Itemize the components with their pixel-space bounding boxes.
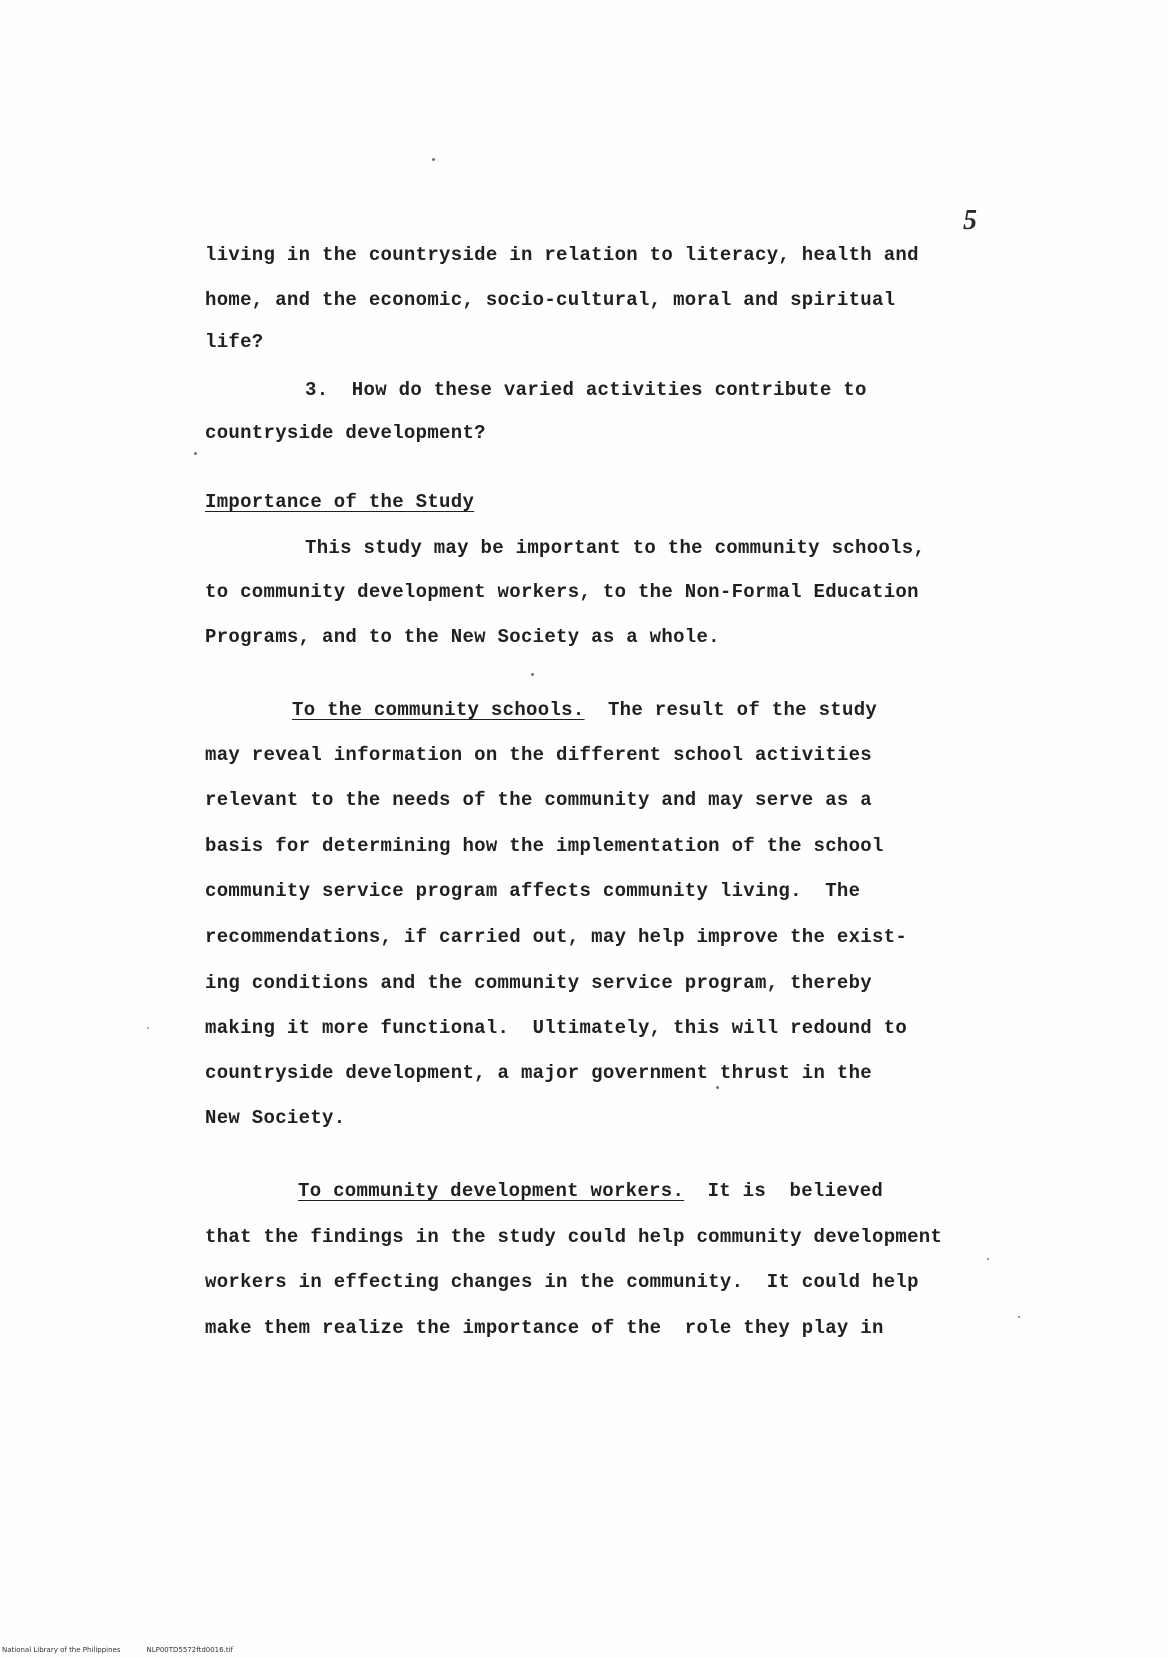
scan-speck [1018,1316,1020,1318]
scan-footer [2,1646,233,1654]
text-line: make them realize the importance of the role they play in [205,1317,884,1339]
scan-speck [716,1086,719,1089]
scan-speck [432,158,435,161]
text-line: relevant to the needs of the community and may serve as a [205,789,873,811]
scan-speck [147,1027,149,1029]
text-line: This study may be important to the community schools, [305,537,926,559]
footer-file: NLP00TD5572ftd0016.tif [146,1646,233,1654]
text-line: recommendations, if carried out, may help improve the exist- [205,926,908,948]
text-line: making it more functional. Ultimately, this will redound to [205,1017,908,1039]
subheading-community-schools: To the community schools. [292,699,585,721]
scan-speck [987,1258,989,1260]
text-line [292,698,877,722]
text-line: may reveal information on the different school activities [205,744,873,766]
footer-library: National Library of the Philippines [2,1646,121,1654]
scan-speck [194,452,197,455]
scan-speck [531,673,534,676]
subheading-development-workers: To community development workers. [298,1180,685,1202]
text-span: It is believed [684,1180,884,1202]
text-line: basis for determining how the implementation of the school [205,835,884,857]
text-line: ing conditions and the community service program, thereby [205,972,873,994]
text-line: workers in effecting changes in the community. It could help [205,1271,919,1293]
page-number: 5 [963,205,977,236]
section-heading: Importance of the Study [205,491,475,513]
text-line: that the findings in the study could help community development [205,1226,943,1248]
text-line: life? [205,331,264,353]
text-line: to community development workers, to the Non-Formal Education [205,581,919,603]
text-line: living in the countryside in relation to literacy, health and [205,244,919,266]
text-line: Programs, and to the New Society as a whole. [205,626,720,648]
text-line [298,1179,883,1203]
text-line: countryside development, a major government thrust in the [205,1062,873,1084]
text-line: community service program affects community living. The [205,880,861,902]
text-span: The result of the study [584,699,878,721]
text-line: New Society. [205,1107,346,1129]
text-line: countryside development? [205,422,486,444]
text-line: home, and the economic, socio-cultural, moral and spiritual [205,289,896,311]
text-line: 3. How do these varied activities contribute to [305,379,867,401]
